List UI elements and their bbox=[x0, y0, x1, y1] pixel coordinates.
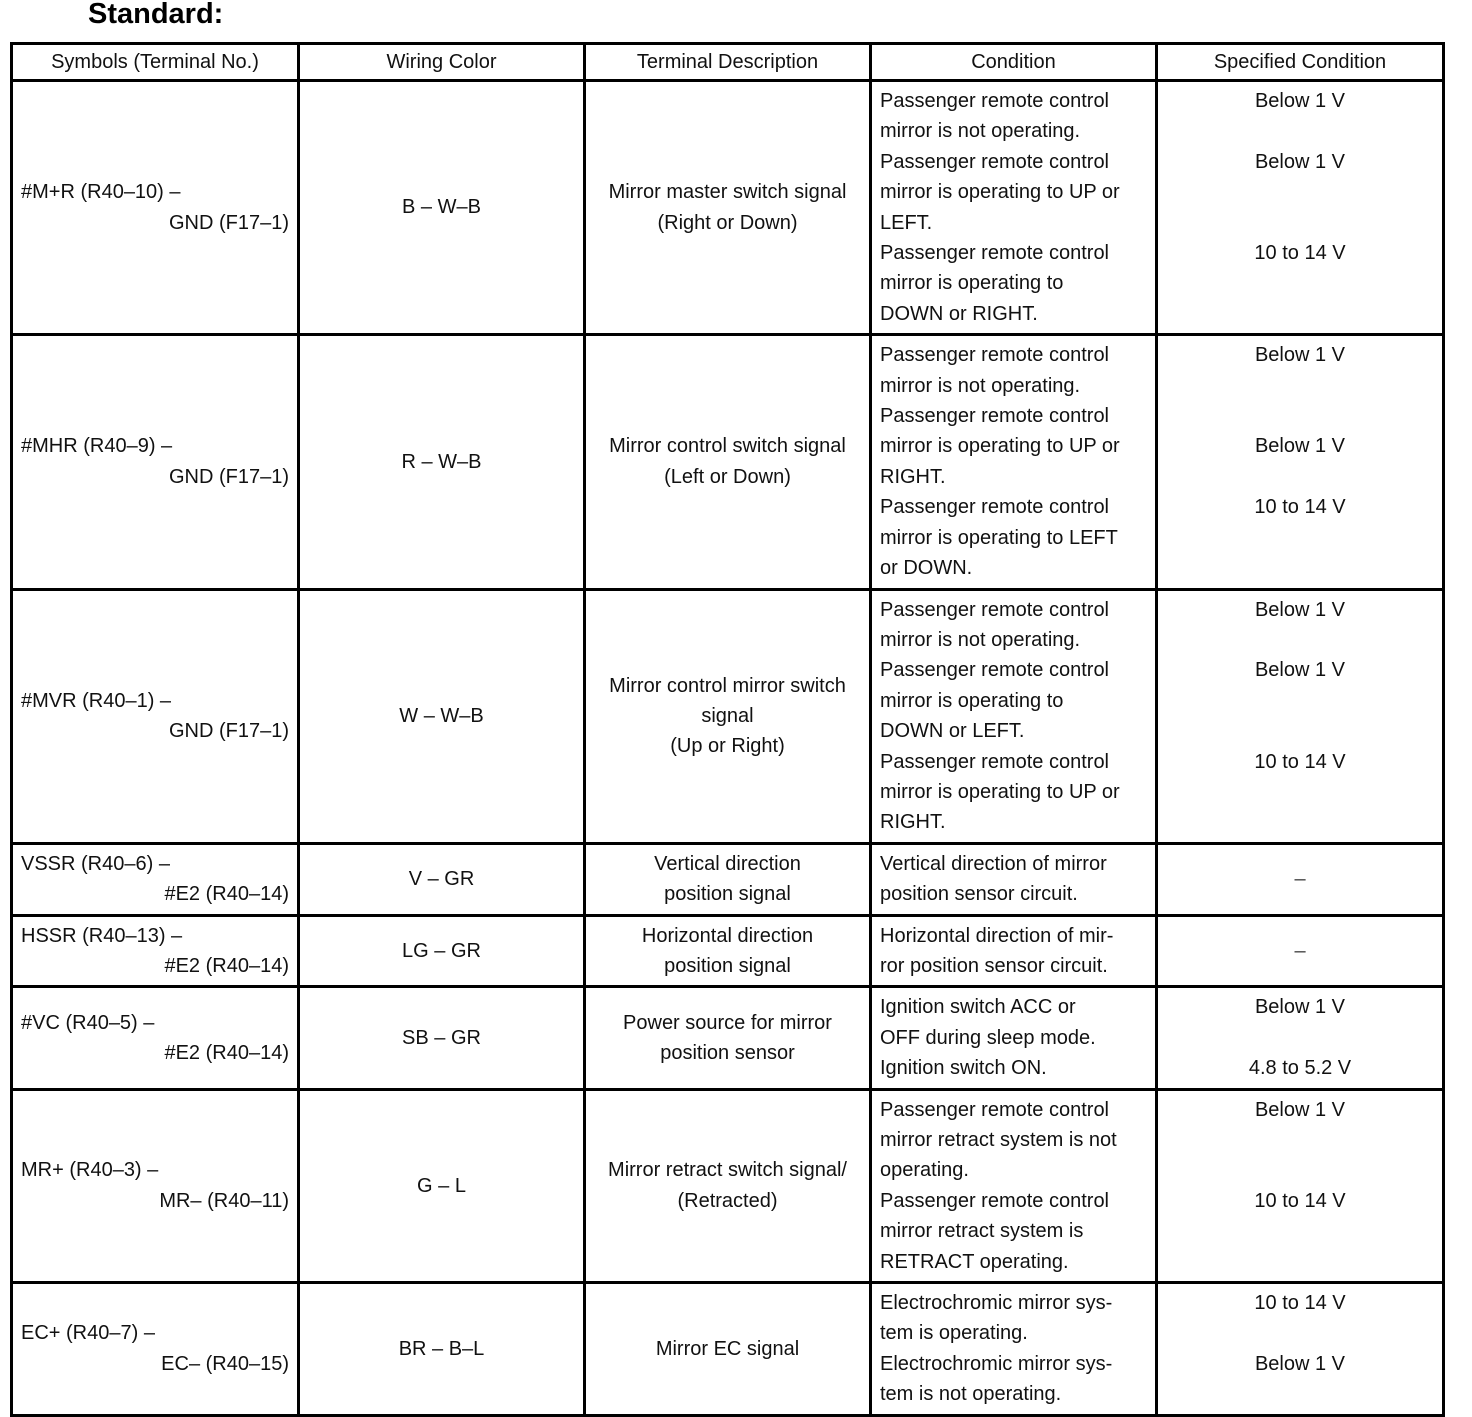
description-line: Mirror retract switch signal/ bbox=[608, 1159, 847, 1182]
specified-value: Below 1 V bbox=[1254, 90, 1346, 112]
condition-line: Passenger remote control bbox=[880, 150, 1110, 173]
condition-line: mirror retract system is not bbox=[880, 1129, 1117, 1151]
terminal-description-cell bbox=[585, 987, 871, 1089]
condition-line: OFF during sleep mode. bbox=[880, 1026, 1096, 1049]
wiring-color-cell: R – W–B bbox=[299, 335, 585, 589]
description-line: Power source for mirror bbox=[623, 1011, 832, 1034]
specified-condition-cell bbox=[1157, 589, 1444, 843]
col-header-terminal-description: Terminal Description bbox=[585, 44, 871, 81]
specified-value: Below 1 V bbox=[1254, 598, 1346, 621]
description-line: (Retracted) bbox=[677, 1189, 778, 1212]
symbol-terminal-from: #MHR (R40–9) – bbox=[21, 435, 173, 458]
specified-value bbox=[1166, 177, 1434, 207]
symbol-terminal-to: #E2 (R40–14) bbox=[164, 1041, 289, 1064]
condition-line: Passenger remote control bbox=[880, 1098, 1110, 1121]
condition-line: Passenger remote control bbox=[880, 242, 1110, 265]
condition-line: mirror is not operating. bbox=[880, 374, 1081, 397]
table-row bbox=[12, 1283, 1444, 1416]
specified-condition-cell bbox=[1157, 81, 1444, 335]
specified-value: 10 to 14 V bbox=[1254, 496, 1346, 519]
wiring-color-cell: BR – B–L bbox=[299, 1283, 585, 1416]
wiring-color-cell: LG – GR bbox=[299, 915, 585, 987]
col-header-wiring-color: Wiring Color bbox=[299, 44, 585, 81]
symbol-cell bbox=[12, 1283, 299, 1416]
col-header-specified-condition: Specified Condition bbox=[1157, 44, 1444, 81]
specified-condition-cell bbox=[1157, 987, 1444, 1089]
condition-cell bbox=[871, 915, 1157, 987]
description-line: Mirror control switch signal bbox=[609, 435, 846, 458]
symbol-cell bbox=[12, 987, 299, 1089]
condition-line: mirror is operating to bbox=[880, 272, 1064, 295]
wiring-color-cell: B – W–B bbox=[299, 81, 585, 335]
symbol-terminal-from: MR+ (R40–3) – bbox=[21, 1159, 159, 1182]
symbol-terminal-from: VSSR (R40–6) – bbox=[21, 852, 170, 875]
condition-line: Passenger remote control bbox=[880, 496, 1110, 519]
condition-line: Ignition switch ON. bbox=[880, 1057, 1047, 1080]
symbol-terminal-to: MR– (R40–11) bbox=[159, 1189, 289, 1212]
table-row bbox=[12, 915, 1444, 987]
condition-line: mirror is operating to LEFT bbox=[880, 526, 1118, 549]
symbol-terminal-from: HSSR (R40–13) – bbox=[21, 924, 183, 947]
description-line: Horizontal direction bbox=[641, 924, 814, 947]
condition-line: Passenger remote control bbox=[880, 344, 1110, 367]
description-line: Mirror master switch signal bbox=[608, 181, 847, 204]
condition-line: Passenger remote control bbox=[880, 1189, 1110, 1212]
symbol-terminal-to: #E2 (R40–14) bbox=[164, 883, 289, 906]
specified-value bbox=[1166, 686, 1434, 716]
condition-cell bbox=[871, 589, 1157, 843]
symbol-terminal-from: EC+ (R40–7) – bbox=[21, 1322, 155, 1345]
symbol-terminal-from: #VC (R40–5) – bbox=[21, 1011, 155, 1034]
table-row bbox=[12, 1089, 1444, 1282]
description-line: (Right or Down) bbox=[657, 211, 798, 234]
condition-line: Passenger remote control bbox=[880, 659, 1110, 682]
condition-line: mirror is not operating. bbox=[880, 120, 1081, 143]
table-row bbox=[12, 987, 1444, 1089]
specified-value bbox=[1166, 807, 1434, 837]
condition-line: RIGHT. bbox=[880, 811, 946, 834]
condition-line: or DOWN. bbox=[880, 557, 973, 580]
description-line: position signal bbox=[664, 954, 791, 977]
specified-value bbox=[1166, 1125, 1434, 1155]
condition-line: tem is operating. bbox=[880, 1322, 1028, 1345]
specified-value: Below 1 V bbox=[1254, 1352, 1346, 1375]
description-line: signal bbox=[701, 704, 754, 727]
condition-line: Passenger remote control bbox=[880, 750, 1110, 773]
terminal-description-cell bbox=[585, 1283, 871, 1416]
specified-value bbox=[1166, 371, 1434, 401]
header-row bbox=[12, 44, 1444, 81]
specified-value bbox=[1166, 1318, 1434, 1348]
specified-value: 10 to 14 V bbox=[1254, 242, 1346, 265]
condition-cell bbox=[871, 335, 1157, 589]
condition-line: RETRACT operating. bbox=[880, 1250, 1069, 1273]
condition-line: Passenger remote control bbox=[880, 90, 1110, 112]
specified-condition-cell bbox=[1157, 1089, 1444, 1282]
condition-line: mirror is operating to bbox=[880, 689, 1064, 712]
specified-value bbox=[1166, 401, 1434, 431]
terminal-description-cell bbox=[585, 589, 871, 843]
specified-value bbox=[1166, 1247, 1434, 1277]
specified-value: 10 to 14 V bbox=[1254, 1189, 1346, 1212]
condition-line: Electrochromic mirror sys- bbox=[880, 1352, 1113, 1375]
specified-value bbox=[1166, 1023, 1434, 1053]
condition-line: RIGHT. bbox=[880, 465, 946, 488]
condition-line: Vertical direction of mirror bbox=[880, 852, 1107, 875]
specified-value: Below 1 V bbox=[1254, 150, 1346, 173]
col-header-condition: Condition bbox=[871, 44, 1157, 81]
specified-value: Below 1 V bbox=[1254, 996, 1346, 1019]
terminal-description-cell bbox=[585, 843, 871, 915]
wiring-color-cell: G – L bbox=[299, 1089, 585, 1282]
condition-line: operating. bbox=[880, 1159, 969, 1182]
wiring-color-cell: SB – GR bbox=[299, 987, 585, 1089]
symbol-terminal-to: GND (F17–1) bbox=[168, 720, 289, 743]
table-row bbox=[12, 843, 1444, 915]
terminal-description-cell bbox=[585, 1089, 871, 1282]
wiring-color-cell: W – W–B bbox=[299, 589, 585, 843]
table-row bbox=[12, 81, 1444, 335]
condition-cell bbox=[871, 81, 1157, 335]
condition-line: tem is not operating. bbox=[880, 1383, 1062, 1406]
specified-value bbox=[1166, 777, 1434, 807]
specified-condition-cell bbox=[1157, 915, 1444, 987]
specified-value bbox=[1166, 716, 1434, 746]
condition-line: Passenger remote control bbox=[880, 405, 1110, 428]
specified-value bbox=[1166, 523, 1434, 553]
condition-cell bbox=[871, 987, 1157, 1089]
description-line: (Up or Right) bbox=[670, 735, 785, 758]
condition-line: mirror is operating to UP or bbox=[880, 780, 1120, 803]
description-line: position signal bbox=[664, 883, 791, 906]
condition-line: LEFT. bbox=[880, 211, 933, 234]
description-line: (Left or Down) bbox=[664, 465, 791, 488]
specified-condition-cell bbox=[1157, 335, 1444, 589]
table-row bbox=[12, 335, 1444, 589]
condition-line: Passenger remote control bbox=[880, 598, 1110, 621]
description-line: Vertical direction bbox=[654, 852, 801, 875]
condition-line: mirror is not operating. bbox=[880, 628, 1081, 651]
symbol-terminal-from: #M+R (R40–10) – bbox=[21, 181, 181, 204]
specified-value bbox=[1166, 625, 1434, 655]
terminal-description-cell bbox=[585, 81, 871, 335]
condition-line: Horizontal direction of mir- bbox=[880, 924, 1114, 947]
col-header-symbols: Symbols (Terminal No.) bbox=[12, 44, 299, 81]
specified-value: 10 to 14 V bbox=[1254, 1292, 1346, 1315]
condition-cell bbox=[871, 1283, 1157, 1416]
specified-value bbox=[1166, 462, 1434, 492]
symbol-cell bbox=[12, 1089, 299, 1282]
table-row bbox=[12, 589, 1444, 843]
specified-value: 4.8 to 5.2 V bbox=[1248, 1057, 1352, 1080]
symbol-terminal-to: GND (F17–1) bbox=[168, 465, 289, 488]
condition-line: Electrochromic mirror sys- bbox=[880, 1292, 1113, 1315]
specified-value bbox=[1166, 1155, 1434, 1185]
symbol-cell bbox=[12, 915, 299, 987]
terminal-description-cell bbox=[585, 915, 871, 987]
specified-value bbox=[1166, 1379, 1434, 1409]
condition-cell bbox=[871, 1089, 1157, 1282]
symbol-terminal-to: EC– (R40–15) bbox=[161, 1352, 289, 1375]
specified-value bbox=[1166, 553, 1434, 583]
specified-value: – bbox=[1294, 939, 1306, 962]
condition-line: DOWN or LEFT. bbox=[880, 720, 1025, 743]
specified-value bbox=[1166, 1216, 1434, 1246]
condition-line: mirror is operating to UP or bbox=[880, 435, 1120, 458]
specified-value: Below 1 V bbox=[1254, 659, 1346, 682]
specified-value: 10 to 14 V bbox=[1254, 750, 1346, 773]
symbol-terminal-to: GND (F17–1) bbox=[168, 211, 289, 234]
condition-line: Ignition switch ACC or bbox=[880, 996, 1076, 1019]
description-line: Mirror EC signal bbox=[655, 1337, 800, 1360]
specified-value bbox=[1166, 268, 1434, 298]
specified-condition-cell bbox=[1157, 1283, 1444, 1416]
condition-line: position sensor circuit. bbox=[880, 883, 1078, 906]
condition-line: DOWN or RIGHT. bbox=[880, 302, 1038, 325]
condition-line: mirror is operating to UP or bbox=[880, 181, 1120, 204]
specified-value: – bbox=[1294, 867, 1306, 890]
condition-line: ror position sensor circuit. bbox=[880, 954, 1108, 977]
specified-value: Below 1 V bbox=[1254, 344, 1346, 367]
symbol-cell bbox=[12, 81, 299, 335]
specified-condition-cell bbox=[1157, 843, 1444, 915]
wiring-color-cell: V – GR bbox=[299, 843, 585, 915]
symbol-cell bbox=[12, 843, 299, 915]
specified-value bbox=[1166, 299, 1434, 329]
specified-value: Below 1 V bbox=[1254, 435, 1346, 458]
description-line: Mirror control mirror switch bbox=[609, 674, 846, 697]
condition-cell bbox=[871, 843, 1157, 915]
specified-value bbox=[1166, 116, 1434, 146]
symbol-cell bbox=[12, 335, 299, 589]
condition-line: mirror retract system is bbox=[880, 1220, 1084, 1243]
terminal-description-cell bbox=[585, 335, 871, 589]
symbol-terminal-to: #E2 (R40–14) bbox=[164, 954, 289, 977]
description-line: position sensor bbox=[660, 1041, 795, 1064]
page-heading: Standard: bbox=[88, 0, 224, 30]
terminal-spec-table bbox=[10, 42, 1445, 1417]
specified-value bbox=[1166, 208, 1434, 238]
symbol-cell bbox=[12, 589, 299, 843]
symbol-terminal-from: #MVR (R40–1) – bbox=[21, 689, 172, 712]
specified-value: Below 1 V bbox=[1254, 1098, 1346, 1121]
